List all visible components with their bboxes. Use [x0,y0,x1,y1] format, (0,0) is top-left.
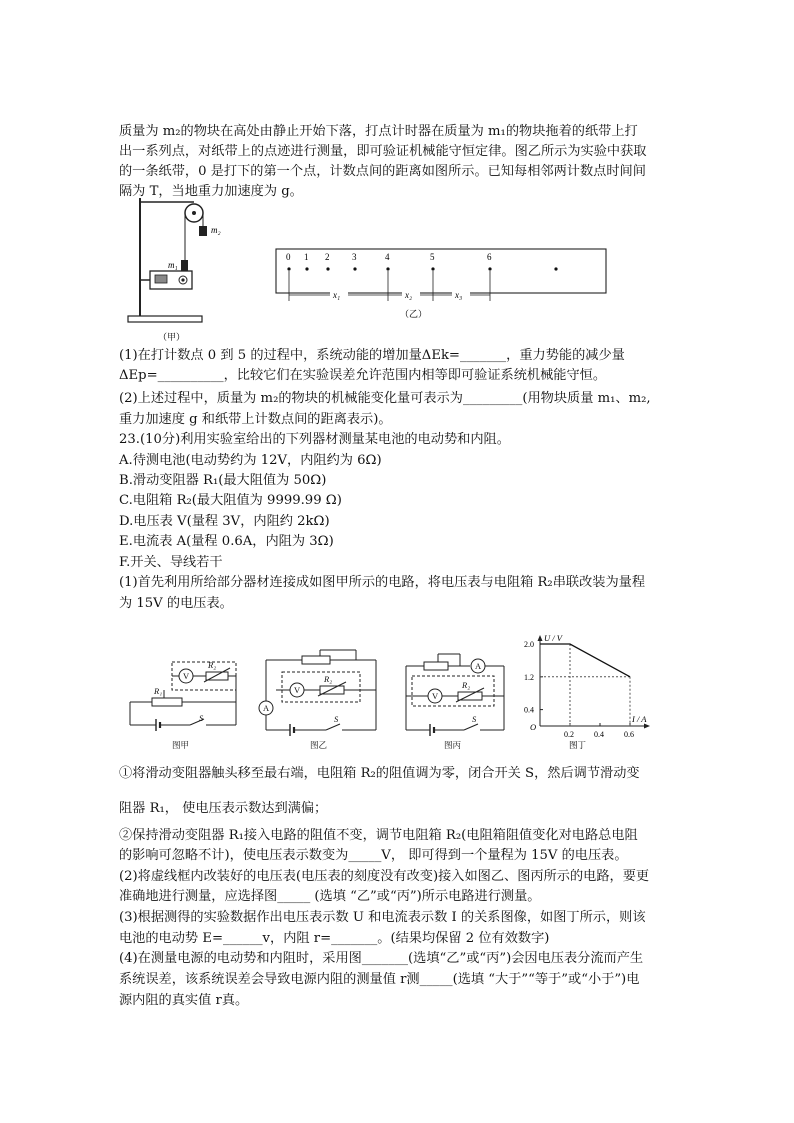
y-tick-label: 0.4 [524,705,534,715]
switch-label: S [334,714,339,724]
intro-line: 质量为 m₂的物块在高处由静止开始下落，打点计时器在质量为 m₁的物块拖着的纸带上打 [119,124,638,139]
tape-dot [431,267,434,270]
tape-dot [305,267,308,270]
tick-label: 0 [286,252,291,262]
voltmeter-label: V [432,691,439,701]
q22-line: 重力加速度 g 和纸带上计数点间的距离表示)。 [119,412,392,427]
caption-jia: 图甲 [172,740,190,750]
step-line: 系统误差，该系统误差会导致电源内阻的测量值 r测_____(选填 “大于”“等于”或“小于”)电 [119,972,640,987]
q22-line: (1)在打计数点 0 到 5 的过程中，系统动能的增加量ΔEk=_______，重力势能的减少量 [119,348,625,363]
r2-label: R₂ [462,680,471,690]
tick-label: 6 [487,252,492,262]
q23-line: B.滑动变阻器 R₁(最大阻值为 50Ω) [119,473,327,488]
caption-bing: 图丙 [444,740,462,750]
figure-jia-apparatus [122,188,221,348]
r2-label: R₂ [208,660,217,670]
q23-line: A.待测电池(电动势约为 12V，内阻约为 6Ω) [119,453,382,468]
caption-ding: 图丁 [569,740,587,750]
voltmeter-label: V [294,685,301,695]
graph-ding [515,630,665,755]
intro-line: 隔为 T，当地重力加速度为 g。 [119,184,303,199]
tick-label: 4 [385,252,390,262]
figure-jia-caption: （甲） [158,332,186,342]
r2-label: R₂ [324,674,333,684]
y-axis-arrow [538,635,543,641]
tape-dot [287,267,290,270]
q23-line: C.电阻箱 R₂(最大阻值为 9999.99 Ω) [119,493,342,508]
series-line [540,644,630,677]
y-tick-label: 1.2 [524,672,534,682]
figure-yi-tape [272,245,612,325]
origin-label: O [530,722,537,732]
step-line: ②保持滑动变阻器 R₁接入电路的阻值不变，调节电阻箱 R₂(电阻箱阻值变化对电路总电阻 [119,828,638,843]
tick-label: 3 [352,252,357,262]
graph-layer [524,633,650,739]
q23-line: 23.(10分)利用实验室给出的下列器材测量某电池的电动势和内阻。 [119,432,510,447]
segment-label: x₁ [333,290,341,300]
step-line: ①将滑动变阻器触头移至最右端，电阻箱 R₂的阻值调为零，闭合开关 S，然后调节滑动变 [119,766,640,781]
switch-icon [326,724,340,730]
tape-dot [386,267,389,270]
mass-m1-block [181,260,188,271]
q23-line: D.电压表 V(量程 3V，内阻约 2kΩ) [119,514,330,529]
tick-label: 2 [325,252,330,262]
ammeter-label: A [263,703,270,713]
x-axis-label: I / A [632,714,647,724]
circuit-bing [406,654,504,736]
q22-line: ΔEp=__________，比较它们在实验误差允许范围内相等即可验证系统机械能守恒。 [119,368,607,383]
q23-line: 为 15V 的电压表。 [119,596,233,611]
caption-yi: 图乙 [310,740,328,750]
resistor-r1 [424,662,448,670]
tape-dot [326,267,329,270]
tick-label: 1 [304,252,309,262]
dashed-box [412,676,494,706]
tape-dot [488,267,491,270]
y-axis-label: U / V [544,633,562,643]
x-tick-label: 0.2 [564,730,574,739]
mass-m2-label: m₂ [211,225,221,235]
r1-label: R₁ [154,686,163,696]
voltmeter-label: V [183,671,190,681]
tick-label: 5 [430,252,435,262]
stand-base [128,316,202,322]
q23-line: (1)首先利用所给部分器材连接成如图甲所示的电路，将电压表与电阻箱 R₂串联改装为量程 [119,575,646,590]
step-line: (3)根据测得的实验数据作出电压表示数 U 和电流表示数 I 的关系图像，如图丁所示，则该 [119,910,646,925]
resistor-r1 [302,656,330,664]
q23-line: F.开关、导线若干 [119,555,223,570]
switch-icon [464,724,478,730]
step-line: 准确地进行测量，应选择图_____ (选填 “乙”或“丙”)所示电路进行测量。 [119,889,541,904]
switch-label: S [199,713,204,723]
mass-m2-block [199,226,207,236]
tape-dot [353,267,356,270]
x-tick-label: 0.4 [594,730,604,739]
figure-yi-caption: （乙） [400,309,428,319]
resistor-r1 [152,698,182,706]
segment-label: x₂ [405,290,413,300]
intro-line: 出一系列点，对纸带上的点迹进行测量，即可验证机械能守恒定律。图乙所示为实验中获取 [119,144,647,159]
segment-label: x₃ [455,290,463,300]
tape-dot [554,267,557,270]
x-axis-arrow [644,724,650,729]
step-line: (2)将虚线框内改装好的电压表(电压表的刻度没有改变)接入如图乙、图丙所示的电路，要更 [119,869,650,884]
x-tick-label: 0.6 [624,730,634,739]
q22-line: (2)上述过程中，质量为 m₂的物块的机械能变化量可表示为_________(用物块质量 m₁、m₂, [119,391,651,406]
circuit-yi [259,650,376,736]
y-tick-label: 2.0 [524,640,534,649]
step-line: 电池的电动势 E=______v，内阻 r=_______。(结果均保留 2 位有效数字) [119,931,550,946]
intro-line: 的一条纸带，0 是打下的第一个点，计数点间的距离如图所示。已知每相邻两计数点时间间 [119,164,646,179]
step-line: (4)在测量电源的电动势和内阻时，采用图_______(选填“乙”或“丙”)会因电压表分流而产生 [119,951,644,966]
step-line: 阻器 R₁， 使电压表示数达到满偏； [119,801,328,816]
mass-m1-label: m₁ [168,260,178,270]
switch-label: S [472,714,477,724]
ammeter-label: A [475,661,482,671]
step-line: 源内阻的真实值 r真。 [119,993,249,1008]
step-line: 的影响可忽略不计)，使电压表示数变为_____V， 即可得到一个量程为 15V 的电压表。 [119,848,628,863]
q23-line: E.电流表 A(量程 0.6A，内阻为 3Ω) [119,534,334,549]
